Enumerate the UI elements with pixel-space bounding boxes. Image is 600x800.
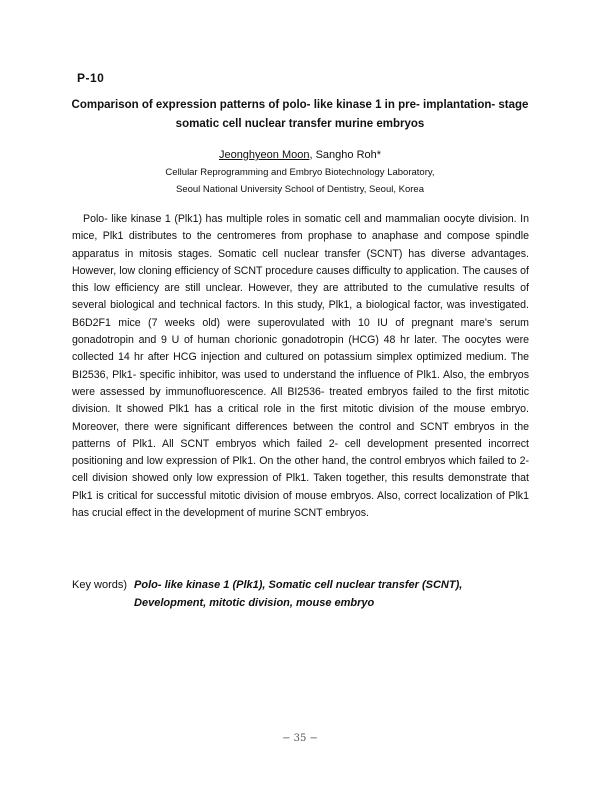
co-authors: Sangho Roh* bbox=[315, 149, 382, 161]
affiliation-line-1: Cellular Reprogramming and Embryo Biotechnology Laboratory, bbox=[165, 167, 435, 178]
poster-id: P-10 bbox=[77, 71, 105, 85]
keywords-line-1: Polo- like kinase 1 (Plk1), Somatic cell nuclear transfer (SCNT), bbox=[134, 579, 463, 591]
title-line-1: Comparison of expression patterns of polo- like kinase 1 in pre- implantation- stage bbox=[71, 99, 529, 111]
abstract-body: Polo- like kinase 1 (Plk1) has multiple roles in somatic cell and mammalian oocyte division. In mice, Plk1 distributes to the centromeres from prophase to anaphase and compose spindle apparatus in mitosis stages. Somatic cell nuclear transfer (SCNT) has diverse advantages. However, low cloning efficiency of SCNT procedure causes difficulty to application. The causes of this low efficiency are still unclear. However, they are attributed to the cumulative results of several biological and technical factors. In this study, Plk1, a biological factor, was investigated. B6D2F1 mice (7 weeks old) were superovulated with 10 IU of pregnant mare's serum gonadotropin and 9 U of human chorionic gonadotropin (HCG) 48 hr later. The oocytes were collected 14 hr after HCG injection and cultured on potassium simplex optimized medium. The BI2536, Plk1- specific inhibitor, was used to understand the influence of Plk1. Also, the embryos were assessed by immunofluorescence. All BI2536- treated embryos failed to the first mitotic division. It showed Plk1 has a critical role in the first mitotic division of the mouse embryo. Moreover, there were significant differences between the control and SCNT embryos in the patterns of Plk1. All SCNT embryos which failed 2- cell development presented incorrect positioning and low expression of Plk1. On the other hand, the control embryos which failed to 2- cell division showed only low expression of Plk1. Taken together, this results demonstrate that Plk1 is critical for successful mitotic division of mouse embryos. Also, correct localization of Plk1 has crucial effect in the development of murine SCNT embryos. bbox=[72, 213, 529, 520]
abstract-title bbox=[60, 96, 540, 134]
keywords-list bbox=[134, 576, 532, 612]
keywords-label: Key words) bbox=[72, 579, 128, 591]
author-list bbox=[60, 147, 540, 163]
presenting-author: Jeonghyeon Moon bbox=[218, 149, 310, 161]
page-number: − 35 − bbox=[282, 733, 318, 744]
keywords bbox=[72, 576, 532, 612]
affiliation-line-2: Seoul National University School of Dentistry, Seoul, Korea bbox=[175, 184, 424, 195]
keywords-line-2: Development, mitotic division, mouse embryo bbox=[134, 597, 375, 609]
affiliation bbox=[60, 164, 540, 198]
title-line-2: somatic cell nuclear transfer murine embryos bbox=[175, 118, 425, 130]
author-separator: , bbox=[309, 149, 316, 161]
